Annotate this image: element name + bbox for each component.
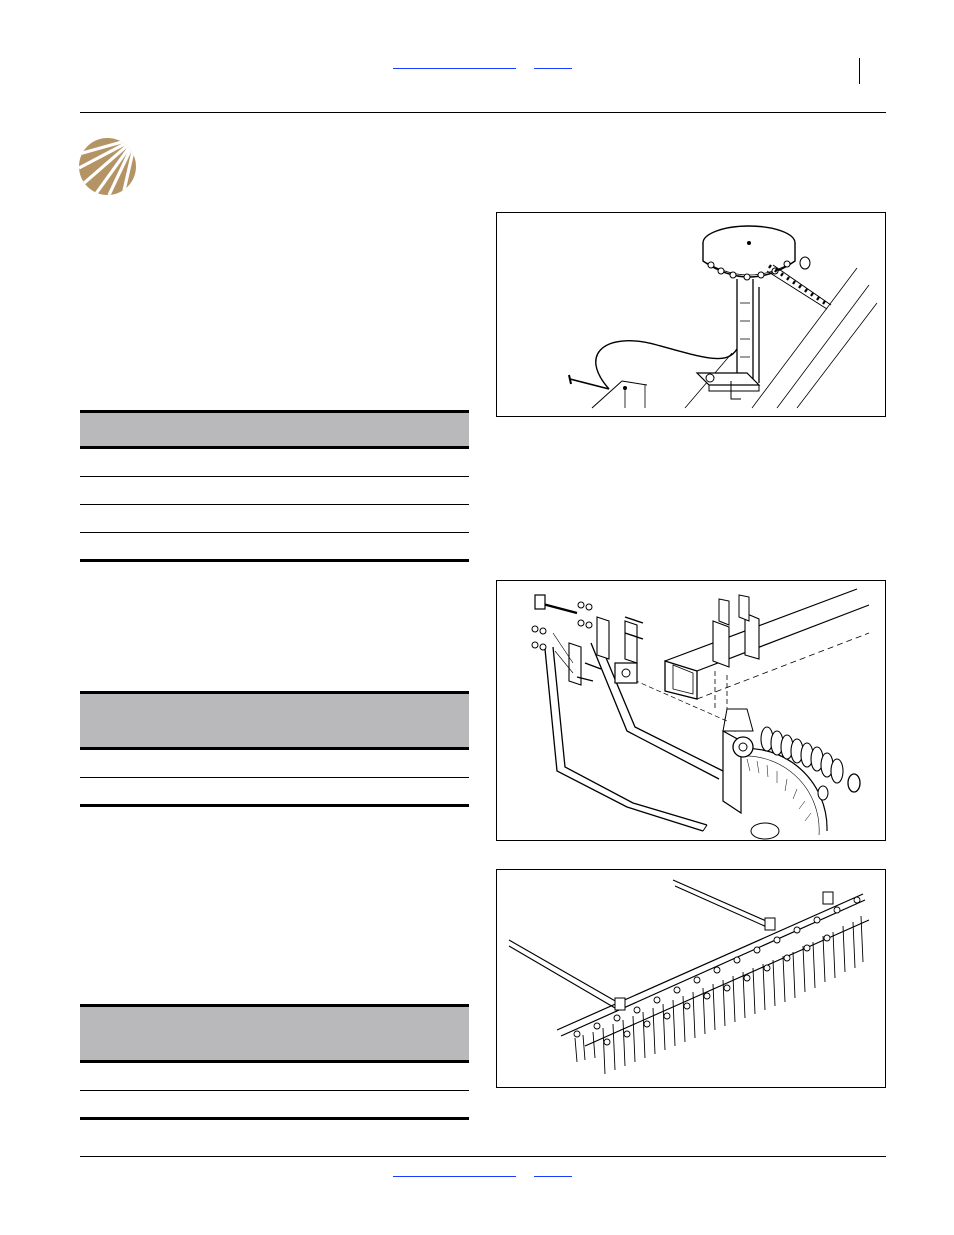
footer-rule bbox=[80, 1156, 886, 1157]
header-link-primary[interactable] bbox=[393, 68, 516, 69]
figure-3-tine-harrow bbox=[496, 869, 886, 1088]
header-link-secondary[interactable] bbox=[534, 68, 572, 69]
table-row bbox=[80, 750, 469, 778]
header-rule bbox=[80, 112, 886, 113]
spec-table-3 bbox=[80, 1004, 469, 1120]
table-row bbox=[80, 449, 469, 477]
footer-link-secondary[interactable] bbox=[534, 1176, 572, 1177]
table-row bbox=[80, 1091, 469, 1120]
table-row bbox=[80, 1063, 469, 1091]
table-row bbox=[80, 533, 469, 562]
table-row bbox=[80, 477, 469, 505]
table-header bbox=[80, 410, 469, 449]
sunburst-logo-icon bbox=[79, 138, 136, 195]
spec-table-2 bbox=[80, 691, 469, 807]
table-header bbox=[80, 691, 469, 750]
table-header bbox=[80, 1004, 469, 1063]
spec-table-1 bbox=[80, 410, 469, 562]
table-row bbox=[80, 778, 469, 807]
figure-2-bracket-assembly bbox=[496, 580, 886, 841]
header-page-marker bbox=[859, 58, 860, 84]
figure-1-monitor-mount bbox=[496, 212, 886, 417]
table-row bbox=[80, 505, 469, 533]
footer-link-primary[interactable] bbox=[393, 1176, 516, 1177]
